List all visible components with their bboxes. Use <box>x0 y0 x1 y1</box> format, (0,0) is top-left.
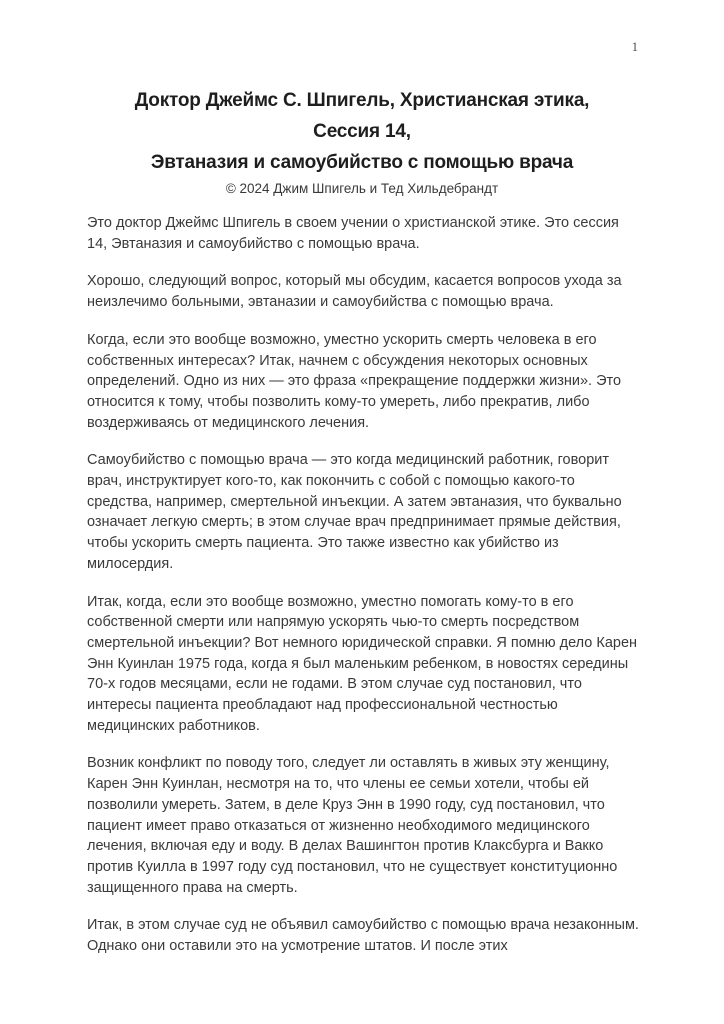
paragraph-3: Когда, если это вообще возможно, уместно ускорить смерть человека в его собственных интересах? Итак, начнем с обсуждения некоторых основных определений. Одно из них — это фраза «прекращение поддержки жизни». Это относится к тому, чтобы позволить кому-то умереть, либо прекратив, либо воздерживаясь от медицинского лечения. <box>87 331 622 431</box>
title-line-1: Доктор Джеймс С. Шпигель, Христианская этика, <box>134 90 590 111</box>
paragraph-4: Самоубийство с помощью врача — это когда медицинский работник, говорит врач, инструктирует кого-то, как покончить с собой с помощью какого-то средства, например, смертельной инъекции. А затем эвтаназия, что буквально означает легкую смерть; в этом случае врач предпринимает прямые действия, чтобы ускорить смерть пациента. Это также известно как убийство из милосердия. <box>87 452 622 572</box>
copyright-line: © 2024 Джим Шпигель и Тед Хильдебрандт <box>225 181 499 196</box>
title-line-3: Эвтаназия и самоубийство с помощью врача <box>150 152 574 173</box>
title-line-2: Сессия 14, <box>313 121 411 142</box>
page-number: 1 <box>631 40 638 54</box>
document-body <box>87 213 642 957</box>
paragraph-1: Это доктор Джеймс Шпигель в своем учении о христианской этике. Это сессия 14, Эвтаназия и самоубийство с помощью врача. <box>87 215 619 252</box>
paragraph-7: Итак, в этом случае суд не объявил самоубийство с помощью врача незаконным. Однако они оставили это на усмотрение штатов. И после этих <box>87 917 639 955</box>
document-title <box>0 0 724 178</box>
paragraph-6: Возник конфликт по поводу того, следует ли оставлять в живых эту женщину, Карен Энн Куинлан, несмотря на то, что члены ее семьи хотели, чтобы ей позволили умереть. Затем, в деле Круз Энн в 1990 году, суд постановил, что пациент имеет право отказаться от жизненно необходимого медицинского лечения, включая еду и воду. В делах Вашингтон против Клаксбурга и Вакко против Куилла в 1997 году суд постановил, что не существует конституционно защищенного права на смерть. <box>87 755 618 896</box>
paragraph-5: Итак, когда, если это вообще возможно, уместно помогать кому-то в его собственной смерти или напрямую ускорять чью-то смерть посредством смертельной инъекции? Вот немного юридической справки. Я помню дело Карен Энн Куинлан 1975 года, когда я был маленьким ребенком, в новостях середины 70-х годов месяцами, если не годами. В этом случае суд постановил, что интересы пациента преобладают над профессиональной честностью медицинских работников. <box>87 593 638 734</box>
paragraph-2: Хорошо, следующий вопрос, который мы обсудим, касается вопросов ухода за неизлечимо больными, эвтаназии и самоубийства с помощью врача. <box>87 273 622 311</box>
